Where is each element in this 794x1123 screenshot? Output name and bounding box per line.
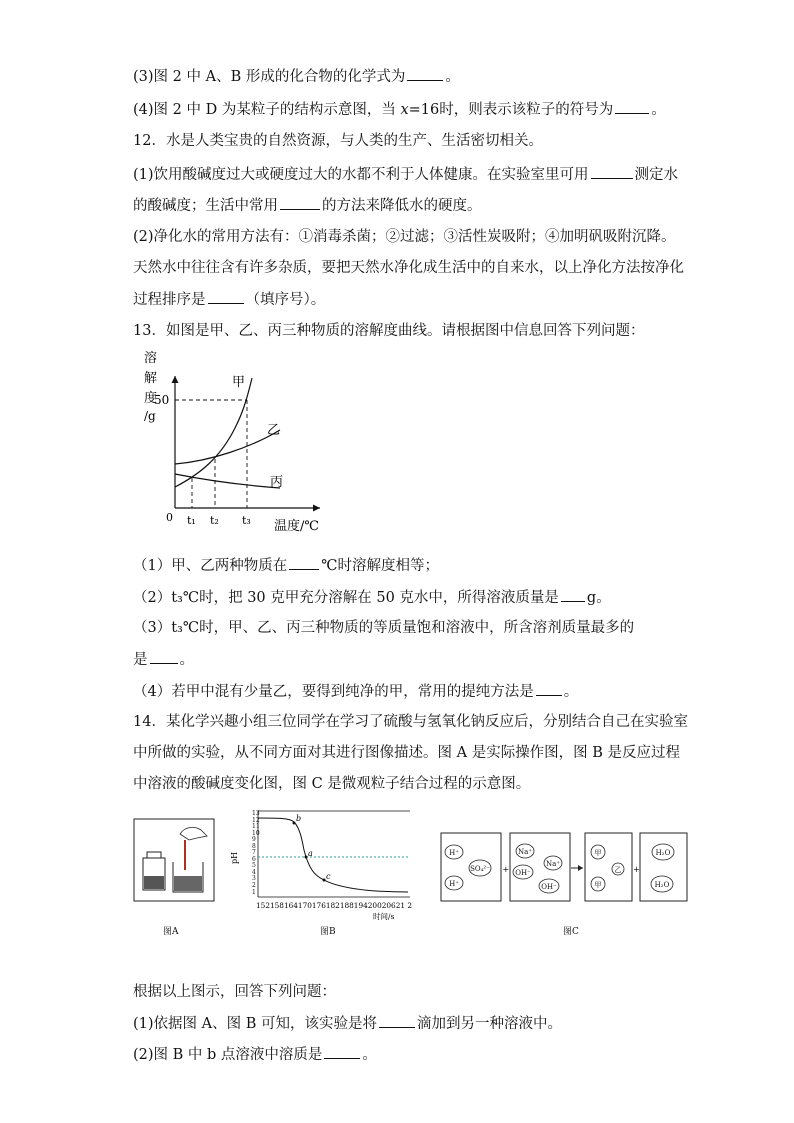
q12-part1-text2: 的酸碱度；生活中常用 (133, 198, 278, 214)
figure-a-caption: 图A (163, 927, 179, 937)
svg-text:10: 10 (252, 830, 260, 837)
answer-blank[interactable] (208, 289, 244, 304)
answer-blank[interactable] (536, 681, 562, 696)
q11-part3-end: 。 (445, 69, 460, 85)
q11-part4-eq: =16 (408, 102, 440, 118)
q11-part3 (133, 66, 460, 87)
svg-text:5: 5 (252, 862, 256, 869)
box-combine (585, 833, 632, 901)
q13-part1-text: （1）甲、乙两种物质在 (133, 558, 288, 574)
ion-h-1: H⁺ (449, 849, 459, 857)
q13-part4-end: 。 (563, 684, 579, 700)
q13-stem: 13．如图是甲、乙、丙三种物质的溶解度曲线。请根据图中信息回答下列问题： (133, 323, 645, 339)
q13-part3-text: 是 (133, 652, 148, 668)
series-bing-curve (175, 474, 280, 488)
figure-b-xticks: 15215816417017618218819420020621 2 (256, 901, 412, 910)
q12-part1-text-end: 测定水 (634, 167, 679, 183)
figure-b-ylabel: pH (230, 851, 239, 864)
ion-h-2: H⁺ (449, 880, 459, 888)
series-label-bing: 丙 (270, 475, 284, 490)
q14-stem-line2: 中所做的实验，从不同方面对其进行图像描述。图 A 是实际操作图，图 B 是反应过程 (133, 745, 681, 761)
molecule-water-2: H₂O (654, 881, 670, 889)
series-label-jia: 甲 (232, 375, 246, 390)
ylabel-char-4: /g (144, 409, 156, 423)
svg-text:11: 11 (252, 823, 260, 830)
ylabel-char-2: 解 (144, 371, 158, 386)
q13-part1 (133, 555, 439, 576)
point-a-label: a (308, 849, 313, 858)
q11-part4-text: (4)图 2 中 D 为某粒子的结构示意图，当 (133, 102, 401, 118)
q11-part4 (133, 99, 666, 120)
q14-part2-end: 。 (362, 1047, 377, 1063)
q14-part1-end: 滴加到另一种溶液中。 (417, 1016, 562, 1032)
answer-blank[interactable] (561, 587, 585, 602)
q12-part2-text-end: （填序号）。 (245, 292, 326, 308)
q12-stem: 12．水是人类宝贵的自然资源，与人类的生产、生活密切相关。 (133, 133, 543, 149)
svg-text:1: 1 (252, 889, 256, 896)
figure-b-caption: 图B (320, 927, 336, 937)
q14-part2-text: (2)图 B 中 b 点溶液中溶质是 (133, 1047, 323, 1063)
particle-jia-1: 甲 (594, 849, 602, 857)
q12-part1-text: (1)饮用酸碱度过大或硬度过大的水都不利于人体健康。在实验室里可用 (133, 167, 589, 183)
answer-blank[interactable] (150, 649, 178, 664)
point-b-label: b (296, 814, 302, 823)
x-tick-t3: t₃ (242, 514, 251, 527)
answer-blank[interactable] (591, 164, 633, 179)
svg-text:7: 7 (252, 849, 256, 856)
q13-part2 (133, 587, 611, 608)
ion-oh-2: OH⁻ (541, 883, 557, 891)
series-jia-curve (175, 378, 252, 487)
q13-part3-line2 (133, 649, 194, 670)
q11-part3-text: (3)图 2 中 A、B 形成的化合物的化学式为 (133, 69, 406, 85)
q13-part3-end: 。 (179, 652, 194, 668)
q12-part2-line1: (2)净化水的常用方法有：①消毒杀菌；②过滤；③活性炭吸附；④加明矾吸附沉降。 (133, 229, 676, 245)
q14-part2 (133, 1044, 377, 1065)
q14-stem-line3: 中溶液的酸碱度变化图，图 C 是微观粒子结合过程的示意图。 (133, 776, 531, 792)
ylabel-char-1: 溶 (144, 351, 158, 366)
svg-text:3: 3 (252, 875, 256, 882)
q12-part2-line3 (133, 289, 325, 310)
q11-part4-end: 。 (651, 102, 666, 118)
answer-blank[interactable] (379, 1013, 415, 1028)
figure-c (440, 832, 688, 904)
svg-text:12: 12 (252, 817, 260, 824)
answer-blank[interactable] (289, 555, 319, 570)
ion-na-2: Na⁺ (546, 860, 560, 868)
q13-part1-end: ℃时溶解度相等； (321, 558, 439, 574)
ion-na-1: Na⁺ (518, 848, 532, 856)
svg-text:9: 9 (252, 836, 256, 843)
ylabel-char-3: 度 (144, 391, 158, 406)
molecule-water-1: H₂O (655, 849, 671, 857)
variable-x: x (400, 102, 409, 118)
y-tick-50: 50 (154, 393, 170, 407)
x-axis-label: 温度/℃ (274, 519, 319, 534)
q14-part1-text: (1)依据图 A、图 B 可知，该实验是将 (133, 1016, 377, 1032)
svg-text:4: 4 (252, 869, 256, 876)
q13-part4 (133, 681, 578, 702)
answer-blank[interactable] (407, 66, 443, 81)
ion-so4: SO₄²⁻ (470, 865, 490, 873)
q12-part1-line1 (133, 164, 678, 185)
q12-part2-line2: 天然水中往往含有许多杂质，要把天然水净化成生活中的自来水，以上净化方法按净化 (133, 260, 684, 276)
answer-blank[interactable] (280, 195, 320, 210)
point-c-label: c (326, 872, 331, 881)
plus-sign-1: + (502, 865, 510, 874)
svg-text:6: 6 (252, 856, 256, 863)
particle-jia-2: 甲 (594, 881, 602, 889)
answer-blank[interactable] (615, 99, 649, 114)
figure-b-ph-chart (228, 806, 420, 924)
x-tick-t1: t₁ (187, 514, 196, 527)
q13-part2-end: g。 (586, 590, 611, 606)
svg-text:8: 8 (252, 843, 256, 850)
figure-b-xlabel: 时间/s (373, 912, 395, 921)
svg-text:13: 13 (252, 810, 260, 817)
q14-lead: 根据以上图示，回答下列问题： (133, 984, 336, 1000)
q14-part1 (133, 1013, 562, 1034)
plus-sign-2: + (633, 865, 640, 874)
series-yi-curve (175, 430, 280, 464)
answer-blank[interactable] (324, 1044, 360, 1059)
q13-part3-line1: （3）t₃℃时，甲、乙、丙三种物质的等质量饱和溶液中，所含溶剂质量最多的 (133, 620, 635, 636)
q11-part4-text2: 时，则表示该粒子的符号为 (439, 102, 614, 118)
q14-stem-line1: 14．某化学兴趣小组三位同学在学习了硫酸与氢氧化钠反应后，分别结合自己在实验室 (133, 714, 688, 730)
figure-a (133, 818, 215, 902)
ph-curve (258, 818, 408, 892)
origin-label: 0 (166, 511, 173, 524)
particle-yi: 乙 (614, 866, 622, 874)
q12-part2-text: 过程排序是 (133, 292, 206, 308)
q12-part1-line2 (133, 195, 482, 216)
q13-part4-text: （4）若甲中混有少量乙，要得到纯净的甲，常用的提纯方法是 (133, 684, 534, 700)
ion-oh-1: OH⁻ (515, 869, 531, 877)
q12-part1-text2-end: 的方法来降低水的硬度。 (322, 198, 482, 214)
figure-c-caption: 图C (563, 927, 579, 937)
solubility-chart (140, 348, 340, 538)
svg-text:2: 2 (252, 882, 256, 889)
x-tick-t2: t₂ (210, 514, 219, 527)
q13-part2-text: （2）t₃℃时，把 30 克甲充分溶解在 50 克水中，所得溶液质量是 (133, 590, 559, 606)
series-label-yi: 乙 (267, 423, 281, 438)
